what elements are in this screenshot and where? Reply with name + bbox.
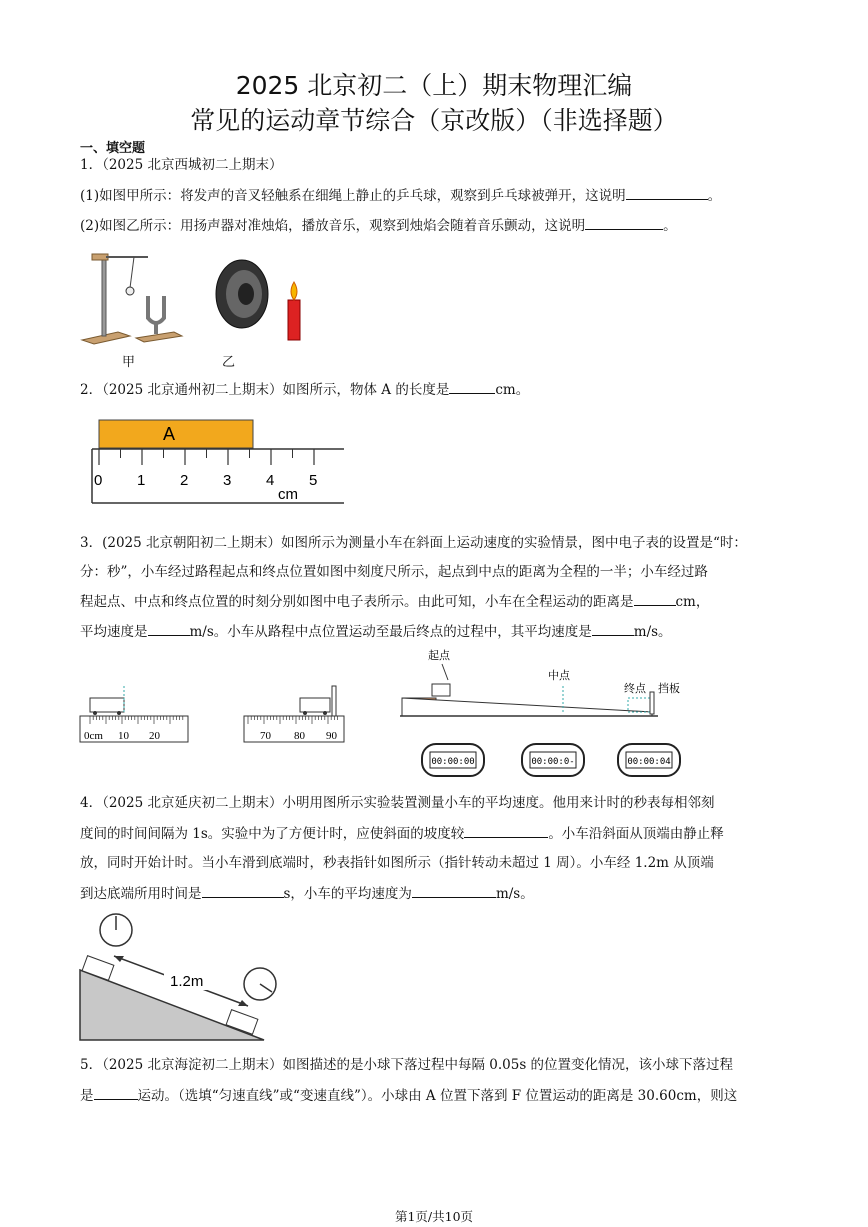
electronic-clock (522, 744, 584, 776)
ruler-unit: cm (278, 486, 298, 503)
stand-pole (102, 256, 106, 336)
q3-line2: 分：秒”，小车经过路程起点和终点位置如图中刻度尺所示，起点到中点的距离为全程的一半；小车经过路 (80, 564, 708, 580)
q5-line2 (80, 1085, 800, 1106)
q3-line3-text: 程起点、中点和终点位置的时刻分别如图中电子表所示。由此可知，小车在全程运动的距离是 (80, 594, 634, 610)
clock-display: 00:00:04 (627, 757, 671, 767)
q4-line2-text: 度间的时间间隔为 1s。实验中为了方便计时，应使斜面的坡度较 (80, 826, 465, 842)
ruler-ticks (99, 449, 314, 465)
answer-blank[interactable] (634, 591, 676, 606)
q3-line3 (80, 591, 800, 612)
cart (300, 698, 330, 712)
page-subtitle: 常见的运动章节综合（京改版）（非选择题） (190, 106, 678, 135)
ruler-label: 20 (149, 730, 160, 742)
ruler-figure (88, 415, 348, 507)
q4-line4-end: m/s。 (495, 886, 534, 902)
speaker-figure (208, 256, 308, 346)
page-title: 2025 北京初二（上）期末物理汇编 (235, 71, 633, 100)
q2-line (80, 379, 800, 400)
q2-end: cm。 (495, 382, 530, 398)
q4-line1: 4．（2025 北京延庆初二上期末）小明用图所示实验装置测量小车的平均速度。他用来计时的秒表每相邻刻 (80, 795, 715, 811)
ruler-label: 80 (294, 730, 305, 742)
cart (90, 698, 124, 712)
ruler-tick-label: 1 (137, 472, 146, 489)
q3-line3-end: cm， (675, 594, 710, 610)
stopwatch-incline-figure (78, 910, 288, 1045)
clock-display: 00:00:00 (431, 757, 475, 767)
answer-blank[interactable] (585, 215, 663, 230)
ruler-tick-label: 2 (180, 472, 189, 489)
answer-blank[interactable] (464, 823, 548, 838)
q2-text: 2．（2025 北京通州初二上期末）如图所示，物体 A 的长度是 (80, 382, 450, 398)
q1-part2-end: 。 (663, 218, 677, 234)
q1-source: 1．（2025 北京西城初二上期末） (80, 157, 283, 173)
figure-label-jia: 甲 (122, 355, 136, 370)
ruler-tick-label: 4 (266, 472, 275, 489)
end-label: 终点 (624, 682, 646, 695)
q5-line1: 5．（2025 北京海淀初二上期末）如图描述的是小球下落过程中每隔 0.05s 的位置变化情况，该小球下落过程 (80, 1057, 734, 1073)
pingpong-ball (126, 287, 134, 295)
q1-part1-text: (1)如图甲所示：将发声的音叉轻触系在细绳上静止的乒乓球，观察到乒乓球被弹开，这说明 (80, 188, 626, 204)
stop-label: 挡板 (658, 682, 680, 695)
q3-line1: 3．(2025 北京朝阳初二上期末）如图所示为测量小车在斜面上运动速度的实验情景，图中电子表的设置是“时： (80, 535, 747, 551)
q4-line3: 放，同时开始计时。当小车滑到底端时，秒表指针如图所示（指针转动未超过 1 周）。小车经 1.2m 从顶端 (80, 855, 714, 871)
section-heading: 一、填空题 (80, 141, 146, 156)
answer-blank[interactable] (412, 883, 496, 898)
q4-line4 (80, 883, 800, 904)
tuning-fork-figure (78, 248, 188, 348)
distance-label: 1.2m (170, 973, 204, 990)
object-a (99, 420, 253, 448)
q3-line4-text: 平均速度是 (80, 624, 148, 640)
end-ruler-figure (242, 682, 348, 744)
clock-display: 00:00:0- (531, 757, 575, 767)
ruler-label: 90 (326, 730, 337, 742)
q5-line2-start: 是 (80, 1088, 94, 1104)
q1-part2 (80, 215, 800, 236)
ruler-label: 10 (118, 730, 129, 742)
clocks-figure (414, 740, 682, 780)
electronic-clock (618, 744, 680, 776)
ruler-tick-label: 0 (94, 472, 103, 489)
flame-icon (291, 282, 297, 300)
q4-line2-end: 。小车沿斜面从顶端由静止释 (548, 826, 724, 842)
stand-clamp (92, 254, 108, 260)
object-a-label: A (163, 424, 176, 444)
ruler-label: 70 (260, 730, 271, 742)
start-label: 起点 (428, 649, 450, 662)
electronic-clock (422, 744, 484, 776)
stop-board (332, 686, 336, 716)
tuning-fork (148, 296, 164, 323)
q4-line2 (80, 823, 800, 844)
fork-base (136, 332, 182, 342)
q1-part2-text: (2)如图乙所示：用扬声器对准烛焰，播放音乐，观察到烛焰会随着音乐颤动，这说明 (80, 218, 586, 234)
string (130, 257, 134, 288)
q3-line4-end: m/s。 (633, 624, 672, 640)
answer-blank[interactable] (626, 185, 708, 200)
stop-board (650, 692, 654, 714)
q5-line2-text: 运动。（选填“匀速直线”或“变速直线”）。小球由 A 位置下落到 F 位置运动的距离是 30.60cm，则这 (137, 1088, 738, 1104)
q4-line4-text: 到达底端所用时间是 (80, 886, 202, 902)
page-number: 第1页/共10页 (394, 1209, 474, 1224)
answer-blank[interactable] (94, 1085, 138, 1100)
slope (402, 698, 652, 716)
q3-line4-mid: m/s。小车从路程中点位置运动至最后终点的过程中，其平均速度是 (189, 624, 592, 640)
ruler-label: 0cm (84, 730, 103, 742)
q3-line4 (80, 621, 800, 642)
start-ruler-figure (78, 682, 190, 744)
ruler-tick-label: 5 (309, 472, 318, 489)
answer-blank[interactable] (148, 621, 190, 636)
q1-part1 (80, 185, 800, 206)
answer-blank[interactable] (202, 883, 284, 898)
mid-label: 中点 (548, 669, 570, 682)
candle (288, 300, 300, 340)
cart (432, 684, 450, 696)
answer-blank[interactable] (449, 379, 495, 394)
ruler-tick-label: 3 (223, 472, 232, 489)
q1-part1-end: 。 (707, 188, 722, 204)
q4-line4-mid: s，小车的平均速度为 (283, 886, 412, 902)
answer-blank[interactable] (592, 621, 634, 636)
figure-label-yi: 乙 (222, 355, 236, 370)
